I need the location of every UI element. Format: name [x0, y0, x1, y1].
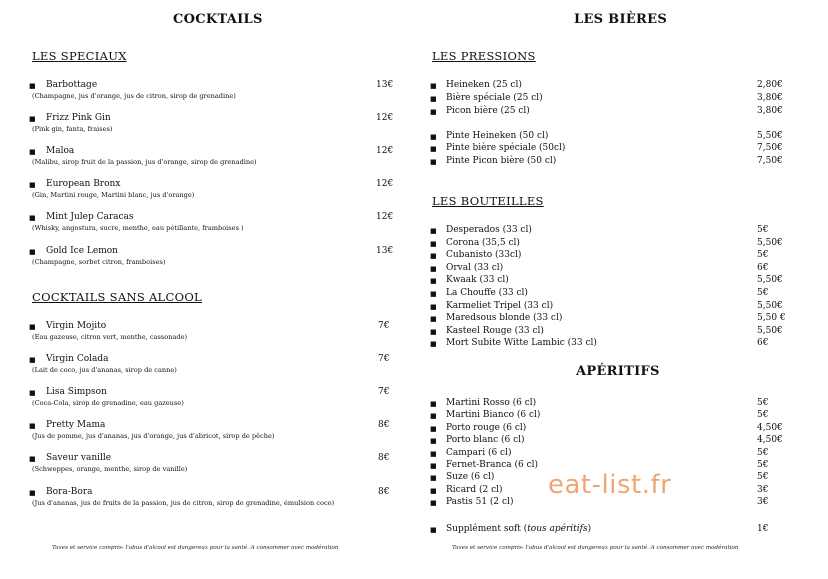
- item-name: Desperados (33 cl): [446, 225, 532, 235]
- item-price: 2,80€: [757, 80, 783, 90]
- item-name: Cubanisto (33cl): [446, 250, 522, 261]
- footer-note: Taxes et service compris- l'abus d'alcool est dangereux pour la santé. A consommer avec modération: [452, 545, 739, 551]
- section-heading-sans-alcool: COCKTAILS SANS ALCOOL: [32, 290, 202, 304]
- item-description: (Pink gin, fanta, fraises): [32, 125, 113, 134]
- menu-item: [0, 387, 414, 417]
- item-name: Karmeliet Tripel (33 cl): [446, 300, 554, 311]
- item-price: 12€: [376, 146, 394, 157]
- bullet: ■: [29, 181, 36, 190]
- item-name: Martini Bianco (6 cl): [446, 410, 541, 421]
- item-price: 5,50€: [757, 237, 783, 248]
- item-price: 8€: [378, 420, 390, 431]
- bullet: ■: [430, 227, 437, 235]
- item-name: Porto rouge (6 cl): [446, 422, 527, 433]
- list-item: [430, 80, 800, 93]
- supplement-label: Supplément soft (tous apéritifs): [446, 524, 592, 534]
- item-description: (Jus d'ananas, jus de fruits de la passion, jus de citron, sirop de grenadine, émulsion coco): [32, 498, 335, 507]
- menu-item: [0, 146, 414, 176]
- item-name: Maloa: [46, 146, 75, 157]
- item-name: Pastis 51 (2 cl): [446, 497, 514, 508]
- list-item: [430, 275, 800, 288]
- bullet: ■: [29, 247, 36, 256]
- list-item: [430, 423, 800, 436]
- item-price: 5€: [757, 288, 769, 298]
- item-description: (Lait de coco, jus d'ananas, sirop de canne): [32, 366, 177, 375]
- item-price: 3,80€: [757, 93, 783, 103]
- bullet: ■: [430, 315, 437, 324]
- bullet: ■: [29, 115, 36, 124]
- menu-item: [0, 246, 414, 276]
- item-name: Bière spéciale (25 cl): [446, 93, 543, 103]
- item-name: Maredsous blonde (33 cl): [446, 313, 563, 324]
- item-name: Barbottage: [46, 80, 98, 90]
- item-name: Ricard (2 cl): [446, 484, 503, 495]
- item-name: Gold Ice Lemon: [46, 245, 118, 256]
- page-title: LES BIÈRES: [574, 12, 668, 27]
- item-price: 7,50€: [757, 156, 783, 166]
- list-item: [430, 131, 800, 144]
- item-price: 5,50 €: [757, 313, 786, 324]
- list-item: [430, 156, 800, 169]
- list-item: [430, 225, 800, 238]
- item-price: 3€: [757, 497, 769, 508]
- item-price: 5€: [757, 250, 769, 261]
- bullet: ■: [430, 462, 437, 470]
- item-name: Picon bière (25 cl): [446, 106, 530, 116]
- item-name: Pinte Picon bière (50 cl): [446, 156, 557, 166]
- item-price: 6€: [757, 262, 769, 273]
- item-name: Bora-Bora: [46, 486, 93, 497]
- item-price: 5,50€: [757, 275, 783, 286]
- item-name: Campari (6 cl): [446, 447, 512, 458]
- item-name: Corona (35,5 cl): [446, 237, 520, 248]
- item-name: Suze (6 cl): [446, 472, 495, 483]
- bullet: ■: [430, 424, 437, 433]
- bullet: ■: [29, 389, 36, 398]
- item-price: 3€: [757, 484, 769, 495]
- item-name: Heineken (25 cl): [446, 80, 522, 90]
- item-name: Mort Subite Witte Lambic (33 cl): [446, 338, 597, 349]
- bullet: ■: [430, 526, 437, 534]
- list-item: [430, 448, 800, 461]
- item-price: 4,50€: [757, 435, 783, 446]
- bullet: ■: [29, 148, 36, 157]
- item-name: Virgin Colada: [46, 354, 109, 365]
- list-item: [430, 106, 800, 119]
- item-name: Orval (33 cl): [446, 262, 504, 273]
- item-price: 5,50€: [757, 131, 783, 141]
- list-item: [430, 301, 800, 314]
- item-price: 5€: [757, 472, 769, 483]
- item-name: Pinte bière spéciale (50cl): [446, 143, 566, 153]
- item-price: 12€: [376, 113, 394, 124]
- bullet: ■: [430, 133, 437, 141]
- item-description: (Eau gazeuse, citron vert, menthe, cassonade): [32, 333, 188, 341]
- bullet: ■: [29, 488, 36, 497]
- bullet: ■: [430, 340, 437, 349]
- item-price: 5€: [757, 398, 769, 408]
- bullet: ■: [29, 422, 36, 431]
- menu-item: [0, 212, 414, 242]
- bullet: ■: [430, 264, 437, 273]
- menu-item: [0, 113, 414, 143]
- item-price: 5€: [757, 460, 769, 470]
- item-name: Saveur vanille: [46, 453, 112, 464]
- list-item: [430, 143, 800, 156]
- item-price: 13€: [376, 245, 394, 256]
- item-name: Frizz Pink Gin: [46, 113, 111, 124]
- bullet: ■: [430, 474, 437, 483]
- item-price: 12€: [376, 212, 394, 223]
- section-heading-speciaux: LES SPECIAUX: [32, 49, 127, 63]
- item-name: Porto blanc (6 cl): [446, 435, 525, 446]
- bullet: ■: [430, 290, 437, 298]
- item-price: 5€: [757, 410, 769, 421]
- list-item: [430, 435, 800, 448]
- list-item: [430, 263, 800, 276]
- item-price: 5,50€: [757, 300, 783, 311]
- watermark: eat-list.fr: [548, 470, 672, 500]
- list-item: [430, 338, 800, 351]
- bullet: ■: [430, 239, 437, 248]
- supplement-row: [430, 524, 800, 537]
- menu-item: [0, 487, 414, 517]
- item-price: 7€: [378, 354, 390, 365]
- bullet: ■: [430, 252, 437, 261]
- section-heading-pressions: LES PRESSIONS: [432, 49, 536, 63]
- bullet: ■: [430, 400, 437, 408]
- page-title: COCKTAILS: [173, 12, 263, 27]
- menu-item: [0, 420, 414, 450]
- bullet: ■: [430, 437, 437, 446]
- item-price: 7€: [378, 321, 390, 331]
- item-name: Kasteel Rouge (33 cl): [446, 325, 544, 336]
- bullet: ■: [430, 108, 437, 116]
- item-price: 13€: [376, 80, 394, 90]
- bullet: ■: [430, 302, 437, 311]
- item-description: (Gin, Martini rouge, Martini blanc, jus d'orange): [32, 191, 195, 200]
- bullet: ■: [430, 327, 437, 336]
- item-description: (Coca-Cola, sirop de grenadine, eau gazeuse): [32, 399, 184, 408]
- item-name: European Bronx: [46, 179, 121, 190]
- item-price: 6€: [757, 338, 769, 349]
- item-price: 5€: [757, 447, 769, 458]
- item-price: 7,50€: [757, 143, 783, 153]
- list-item: [430, 326, 800, 339]
- bullet: ■: [430, 95, 437, 103]
- item-price: 7€: [378, 387, 390, 398]
- item-name: Fernet-Branca (6 cl): [446, 460, 539, 470]
- item-description: (Champagne, jus d'orange, jus de citron, sirop de grenadine): [32, 92, 236, 100]
- bullet: ■: [430, 145, 437, 153]
- list-item: [430, 288, 800, 301]
- item-name: Martini Rosso (6 cl): [446, 398, 537, 408]
- item-description: (Champagne, sorbet citron, framboises): [32, 257, 166, 266]
- bullet: ■: [430, 412, 437, 421]
- item-name: Mint Julep Caracas: [46, 212, 134, 223]
- aperitifs-title: APÉRITIFS: [576, 364, 660, 379]
- bullet: ■: [430, 82, 437, 90]
- item-price: 12€: [376, 179, 394, 190]
- bullet: ■: [430, 486, 437, 495]
- bullet: ■: [29, 356, 36, 365]
- bullet: ■: [430, 277, 437, 286]
- menu-item: [0, 354, 414, 384]
- item-description: (Schweppes, orange, menthe, sirop de vanille): [32, 465, 188, 474]
- list-item: [430, 93, 800, 106]
- section-heading-bouteilles: LES BOUTEILLES: [432, 194, 544, 208]
- menu-item: [0, 321, 414, 351]
- list-item: [430, 398, 800, 411]
- item-price: 5,50€: [757, 325, 783, 336]
- bullet: ■: [430, 158, 437, 166]
- bullet: ■: [430, 449, 437, 458]
- item-name: Pretty Mama: [46, 420, 106, 431]
- item-description: (Jus de pomme, jus d'ananas, jus d'orange, jus d'abricot, sirop de pêche): [32, 432, 275, 441]
- bullet: ■: [29, 82, 36, 90]
- bullet: ■: [29, 214, 36, 223]
- item-description: (Malibu, sirop fruit de la passion, jus d'orange, sirop de grenadine): [32, 158, 257, 167]
- menu-item: [0, 80, 414, 110]
- list-item: [430, 410, 800, 423]
- list-item: [430, 238, 800, 251]
- bullet: ■: [29, 323, 36, 331]
- footer-note: Taxes et service compris- l'abus d'alcool est dangereux pour la santé. A consommer avec modération: [52, 545, 339, 551]
- item-name: La Chouffe (33 cl): [446, 288, 528, 298]
- supplement-price: 1€: [757, 524, 769, 534]
- item-name: Kwaak (33 cl): [446, 275, 509, 286]
- item-price: 5€: [757, 225, 769, 235]
- item-price: 8€: [378, 486, 390, 497]
- beers-page: [414, 0, 828, 579]
- menu-item: [0, 179, 414, 209]
- item-description: (Whisky, angostura, sucre, menthe, eau pétillante, framboises ): [32, 224, 244, 233]
- item-price: 8€: [378, 453, 390, 464]
- item-price: 3,80€: [757, 106, 783, 116]
- menu-item: [0, 453, 414, 483]
- bullet: ■: [29, 455, 36, 464]
- item-name: Pinte Heineken (50 cl): [446, 131, 549, 141]
- item-price: 4,50€: [757, 422, 783, 433]
- item-name: Lisa Simpson: [46, 387, 107, 398]
- list-item: [430, 250, 800, 263]
- item-name: Virgin Mojito: [46, 321, 107, 331]
- bullet: ■: [430, 499, 437, 508]
- list-item: [430, 313, 800, 326]
